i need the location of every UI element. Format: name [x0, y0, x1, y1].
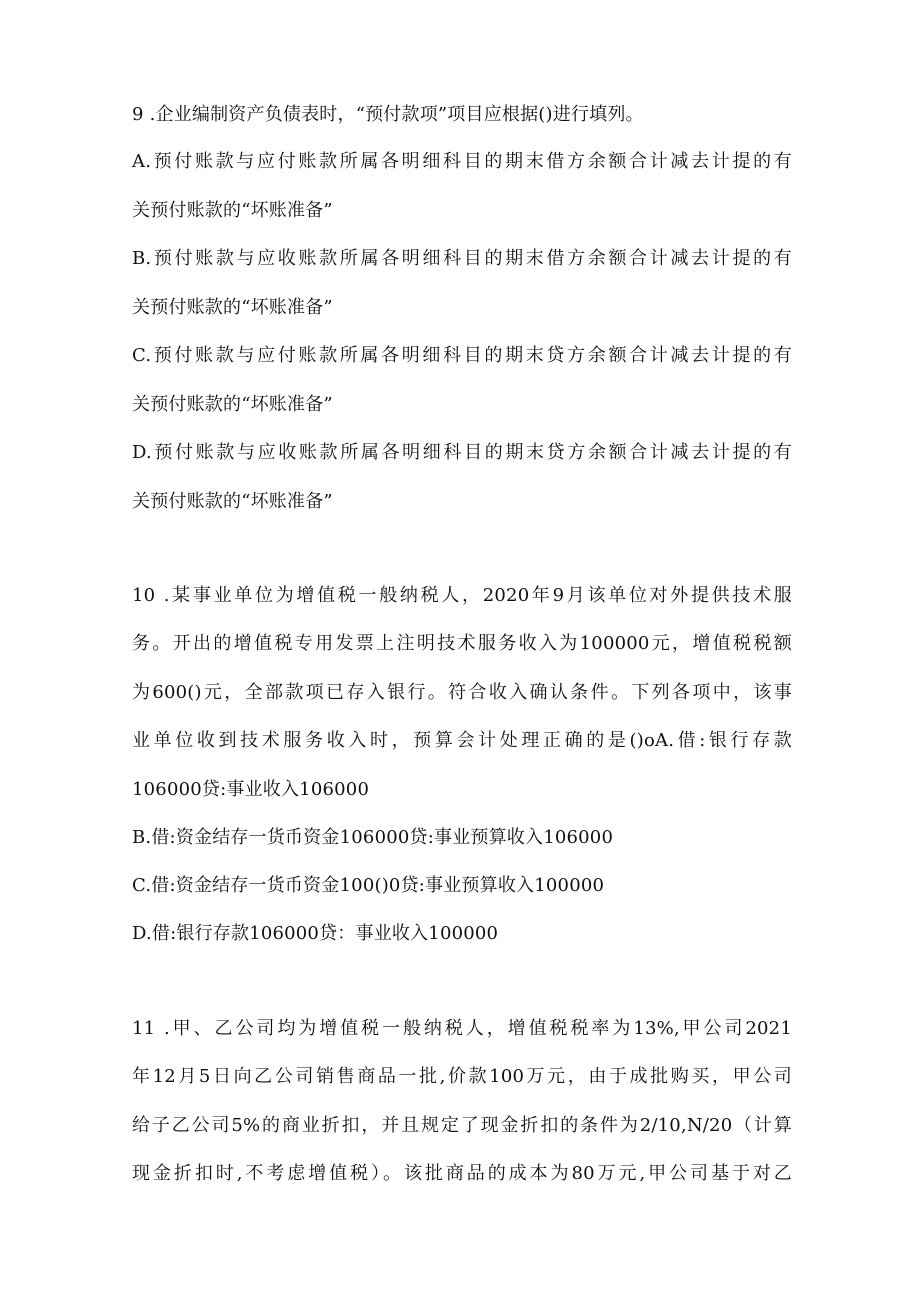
question-9-stem: 9 .企业编制资产负债表时，“预付款项”项目应根据()进行填列。 — [132, 104, 644, 125]
question-10-stem-line-3: 为600()元，全部款项已存入银行。符合收入确认条件。下列各项中，该事 — [132, 682, 792, 703]
question-11-stem-line-1: 11 .甲、乙公司均为增值税一般纳税人，增值税税率为13%,甲公司2021 — [132, 1018, 792, 1039]
option-d-line-1: D.预付账款与应收账款所属各明细科目的期末贷方余额合计减去计提的有 — [132, 442, 792, 463]
option-a-line-1: A.预付账款与应付账款所属各明细科目的期末借方余额合计减去计提的有 — [132, 151, 792, 172]
question-10-stem-line-1: 10 .某事业单位为增值税一般纳税人，2020年9月该单位对外提供技术服 — [132, 585, 792, 606]
option-d-line-2: 关预付账款的“坏账准备” — [132, 491, 333, 512]
question-11-stem-line-2: 年12月5日向乙公司销售商品一批,价款100万元，由于成批购买，甲公司 — [132, 1066, 792, 1087]
option-c-line-1: C.预付账款与应付账款所属各明细科目的期末贷方余额合计减去计提的有 — [132, 345, 792, 366]
option-a-line-2: 关预付账款的“坏账准备” — [132, 200, 333, 221]
question-11-stem-line-4: 现金折扣时,不考虑增值税）。该批商品的成本为80万元,甲公司基于对乙 — [132, 1163, 792, 1184]
option-c-line-2: 关预付账款的“坏账准备” — [132, 394, 333, 415]
question-10-option-c: C.借:资金结存一货币资金100()0贷:事业预算收入100000 — [132, 875, 605, 896]
option-b-line-2: 关预付账款的“坏账准备” — [132, 297, 333, 318]
question-10-stem-line-4: 业单位收到技术服务收入时，预算会计处理正确的是()oA.借:银行存款 — [132, 730, 792, 751]
question-10-option-b: B.借:资金结存一货币资金106000贷:事业预算收入106000 — [132, 827, 614, 848]
question-11-stem-line-3: 给子乙公司5%的商业折扣，并且规定了现金折扣的条件为2/10,N/20（计算 — [132, 1115, 792, 1136]
question-10-option-a: 106000贷:事业收入106000 — [132, 779, 370, 800]
question-10-option-d: D.借:银行存款106000贷：事业收入100000 — [132, 923, 499, 944]
question-10-stem-line-2: 务。开出的增值税专用发票上注明技术服务收入为100000元，增值税税额 — [132, 633, 792, 654]
option-b-line-1: B.预付账款与应收账款所属各明细科目的期末借方余额合计减去计提的有 — [132, 248, 792, 269]
